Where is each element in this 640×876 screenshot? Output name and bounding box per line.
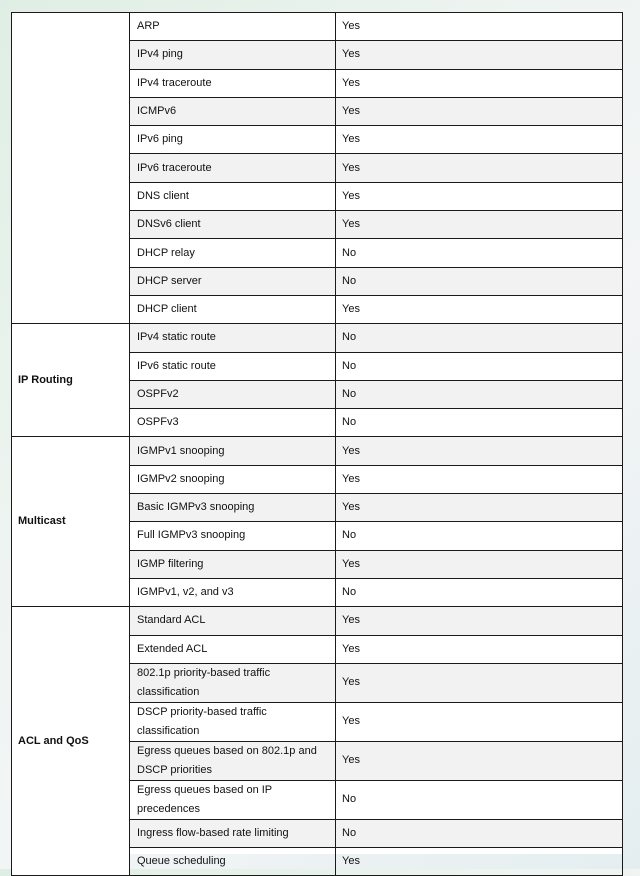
feature-cell: Extended ACL	[130, 635, 336, 663]
support-cell: Yes	[336, 211, 623, 239]
feature-cell: IGMP filtering	[130, 550, 336, 578]
support-cell: Yes	[336, 550, 623, 578]
group-label: Multicast	[12, 437, 130, 607]
support-cell: Yes	[336, 494, 623, 522]
support-cell: Yes	[336, 295, 623, 323]
feature-support-table	[11, 12, 623, 876]
support-cell: Yes	[336, 154, 623, 182]
support-cell: No	[336, 409, 623, 437]
feature-cell: OSPFv3	[130, 409, 336, 437]
support-cell: Yes	[336, 437, 623, 465]
feature-cell: Standard ACL	[130, 607, 336, 635]
feature-cell: ICMPv6	[130, 97, 336, 125]
support-cell: Yes	[336, 69, 623, 97]
feature-cell: Queue scheduling	[130, 848, 336, 876]
support-cell: Yes	[336, 182, 623, 210]
feature-cell: Basic IGMPv3 snooping	[130, 494, 336, 522]
table-row	[12, 13, 623, 41]
feature-cell: IPv6 traceroute	[130, 154, 336, 182]
support-cell: No	[336, 239, 623, 267]
support-cell: No	[336, 324, 623, 352]
feature-cell: Egress queues based on 802.1p and DSCP priorities	[130, 741, 336, 780]
support-cell: Yes	[336, 41, 623, 69]
feature-cell: IGMPv2 snooping	[130, 465, 336, 493]
feature-cell: IPv6 ping	[130, 126, 336, 154]
support-cell: No	[336, 578, 623, 606]
support-cell: No	[336, 380, 623, 408]
spec-sheet	[11, 12, 622, 868]
feature-support-table-body	[12, 13, 623, 876]
table-row	[12, 437, 623, 465]
feature-cell: 802.1p priority-based traffic classification	[130, 663, 336, 702]
feature-cell: ARP	[130, 13, 336, 41]
support-cell: Yes	[336, 13, 623, 41]
support-cell: No	[336, 267, 623, 295]
feature-cell: IPv6 static route	[130, 352, 336, 380]
feature-cell: OSPFv2	[130, 380, 336, 408]
group-label: IP Routing	[12, 324, 130, 437]
feature-cell: IPv4 traceroute	[130, 69, 336, 97]
feature-cell: IPv4 static route	[130, 324, 336, 352]
feature-cell: DHCP relay	[130, 239, 336, 267]
support-cell: Yes	[336, 635, 623, 663]
support-cell: Yes	[336, 97, 623, 125]
support-cell: No	[336, 780, 623, 819]
support-cell: No	[336, 819, 623, 847]
support-cell: Yes	[336, 607, 623, 635]
feature-cell: DHCP server	[130, 267, 336, 295]
support-cell: No	[336, 522, 623, 550]
feature-cell: DNS client	[130, 182, 336, 210]
table-row	[12, 607, 623, 635]
feature-cell: DSCP priority-based traffic classification	[130, 702, 336, 741]
support-cell: Yes	[336, 663, 623, 702]
feature-cell: IGMPv1, v2, and v3	[130, 578, 336, 606]
support-cell: Yes	[336, 126, 623, 154]
support-cell: Yes	[336, 848, 623, 876]
feature-cell: IPv4 ping	[130, 41, 336, 69]
group-label	[12, 13, 130, 324]
feature-cell: DNSv6 client	[130, 211, 336, 239]
feature-cell: Full IGMPv3 snooping	[130, 522, 336, 550]
group-label: ACL and QoS	[12, 607, 130, 876]
feature-cell: Egress queues based on IP precedences	[130, 780, 336, 819]
support-cell: Yes	[336, 741, 623, 780]
feature-cell: Ingress flow-based rate limiting	[130, 819, 336, 847]
support-cell: Yes	[336, 702, 623, 741]
support-cell: No	[336, 352, 623, 380]
support-cell: Yes	[336, 465, 623, 493]
feature-cell: DHCP client	[130, 295, 336, 323]
feature-cell: IGMPv1 snooping	[130, 437, 336, 465]
table-row	[12, 324, 623, 352]
